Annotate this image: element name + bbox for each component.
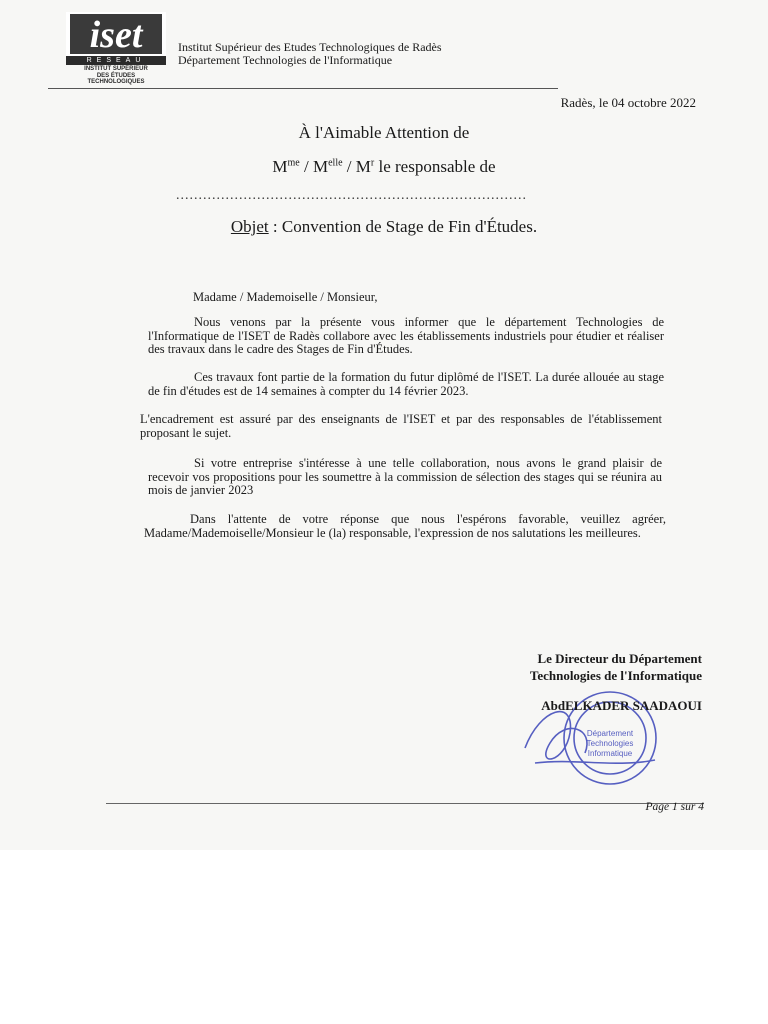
paragraph-2: Ces travaux font partie de la formation du futur diplômé de l'ISET. La durée allouée au stage de fin d'études est de 14 semaines à compter du 14 février 2023.: [148, 370, 664, 398]
subject-text: : Convention de Stage de Fin d'Études.: [268, 217, 538, 236]
footer-divider: [106, 803, 704, 804]
signatory-title-line: Le Directeur du Département: [537, 651, 702, 666]
recipient-blank-line: ..............................................................................: [176, 188, 527, 203]
paragraph-5: Dans l'attente de votre réponse que nous l'espérons favorable, veuillez agréer, Madame/Mademoiselle/Monsieur le (la) responsable, l'expression de nos salutations les meilleures.: [144, 512, 666, 540]
institution-header: [178, 41, 442, 67]
institute-name: Institut Supérieur des Etudes Technologiques de Radès: [178, 40, 442, 54]
signatory-name: AbdELKADER SAADAOUI: [541, 698, 702, 713]
logo-caption-line: DES ÉTUDES: [96, 72, 136, 79]
logo-caption-line: INSTITUT SUPÉRIEUR: [84, 66, 148, 72]
page-number: Page 1 sur 4: [645, 801, 704, 813]
recipient-line: $M^{me} / M^{elle} / M^r$ le responsable de: [272, 157, 496, 176]
letter-date: Radès, le 04 octobre 2022: [560, 95, 696, 110]
attention-line: À l'Aimable Attention de: [298, 123, 470, 142]
paragraph-1: Nous venons par la présente vous informer que le département Technologies de l'Informatique de l'ISET de Radès collabore avec les établissements industriels pour étudier et réaliser des travaux dans le cadre des Stages de Fin d'Études.: [148, 315, 664, 356]
iset-logo-mark: [66, 12, 166, 56]
paragraph-3: L'encadrement est assuré par des enseignants de l'ISET et par des responsables de l'établissement proposant le sujet.: [140, 412, 662, 440]
department-name: Département Technologies de l'Informatique: [178, 53, 393, 67]
subject-line: [0, 217, 768, 237]
subject-label: Objet: [230, 217, 269, 236]
logo-caption: [66, 66, 166, 86]
svg-text:Informatique: Informatique: [587, 749, 633, 758]
logo-wordmark: iset: [89, 14, 143, 56]
svg-text:Département: Département: [586, 729, 634, 738]
header-divider: [48, 88, 558, 89]
signatory-title: [440, 650, 702, 684]
svg-text:Technologies: Technologies: [586, 739, 634, 748]
logo-caption-line: TECHNOLOGIQUES: [87, 79, 145, 85]
signatory-title-line: Technologies de l'Informatique: [529, 668, 702, 683]
logo-bar: RESEAU: [66, 56, 166, 65]
iset-logo: [66, 12, 166, 86]
paragraph-4: Si votre entreprise s'intéresse à une telle collaboration, nous avons le grand plaisir de recevoir vos propositions pour les soumettre à la commission de sélection des stages qui se réunira au mois de janvier 2023: [148, 456, 662, 497]
salutation: Madame / Mademoiselle / Monsieur,: [193, 290, 378, 304]
